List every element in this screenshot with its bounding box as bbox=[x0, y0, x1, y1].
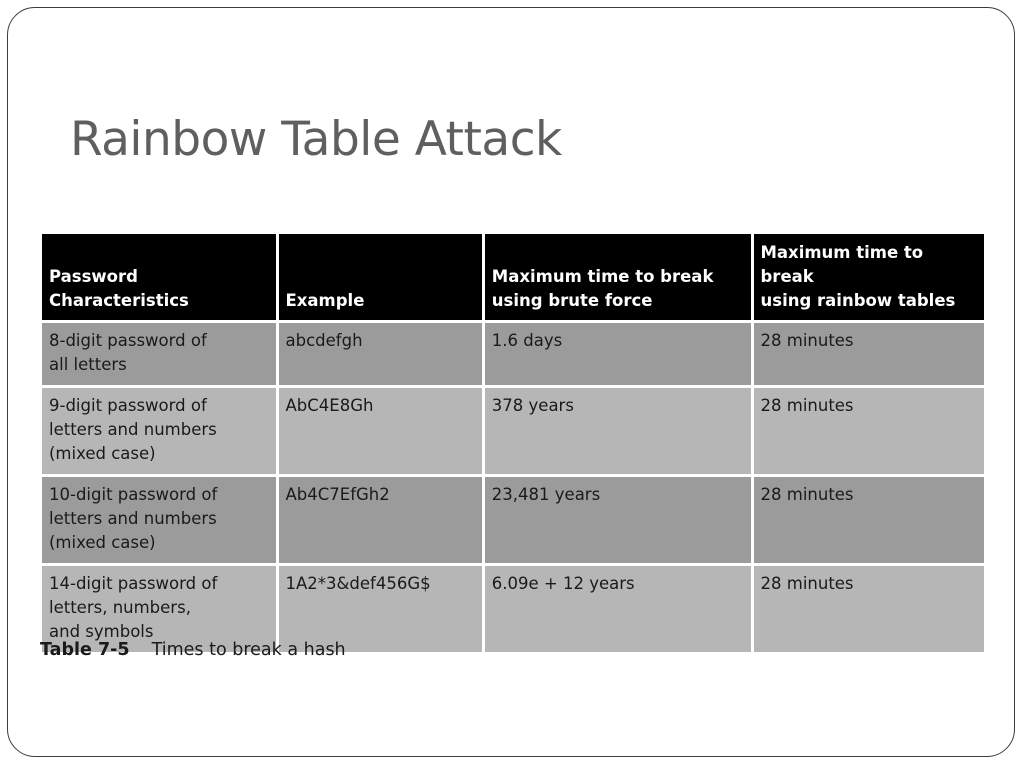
table-caption bbox=[40, 640, 346, 660]
header-password-characteristics: Password Characteristics bbox=[42, 234, 276, 320]
table-row bbox=[42, 388, 984, 474]
cell-example: AbC4E8Gh bbox=[279, 388, 482, 474]
cell-rainbow-time: 28 minutes bbox=[754, 388, 985, 474]
table-row bbox=[42, 323, 984, 385]
cell-characteristics: 14-digit password of letters, numbers, and symbols bbox=[42, 566, 276, 652]
cell-example: abcdefgh bbox=[279, 323, 482, 385]
cell-brute-force-time: 6.09e + 12 years bbox=[485, 566, 751, 652]
cell-brute-force-time: 1.6 days bbox=[485, 323, 751, 385]
table-header-row bbox=[42, 234, 984, 320]
cell-brute-force-time: 23,481 years bbox=[485, 477, 751, 563]
cell-characteristics: 10-digit password of letters and numbers (mixed case) bbox=[42, 477, 276, 563]
slide-title: Rainbow Table Attack bbox=[70, 112, 562, 167]
cell-rainbow-time: 28 minutes bbox=[754, 566, 985, 652]
caption-label: Table 7-5 bbox=[40, 640, 130, 660]
cell-example: 1A2*3&def456G$ bbox=[279, 566, 482, 652]
cell-characteristics: 8-digit password of all letters bbox=[42, 323, 276, 385]
header-brute-force-time: Maximum time to break using brute force bbox=[485, 234, 751, 320]
cell-rainbow-time: 28 minutes bbox=[754, 323, 985, 385]
header-rainbow-table-time: Maximum time to break using rainbow tables bbox=[754, 234, 985, 320]
cell-rainbow-time: 28 minutes bbox=[754, 477, 985, 563]
caption-text: Times to break a hash bbox=[151, 640, 346, 660]
cell-brute-force-time: 378 years bbox=[485, 388, 751, 474]
table-row bbox=[42, 477, 984, 563]
cell-example: Ab4C7EfGh2 bbox=[279, 477, 482, 563]
cell-characteristics: 9-digit password of letters and numbers (mixed case) bbox=[42, 388, 276, 474]
times-table bbox=[39, 231, 987, 655]
header-example: Example bbox=[279, 234, 482, 320]
